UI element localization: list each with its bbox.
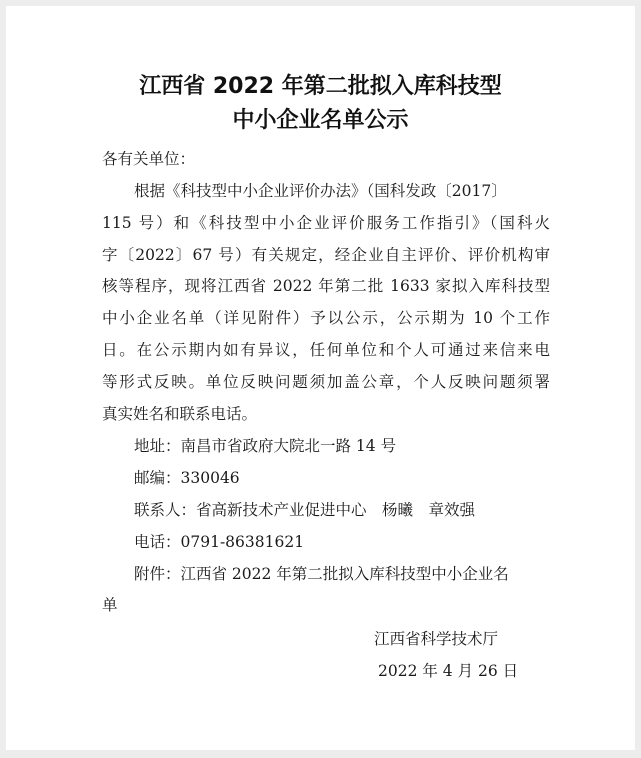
document-page (6, 6, 635, 750)
address-line: 地址：南昌市省政府大院北一路 14 号 (134, 437, 397, 455)
paragraph-line: 字〔2022〕67 号）有关规定，经企业自主评价、评价机构审 (102, 246, 550, 264)
paragraph-line: 日。在公示期内如有异议，任何单位和个人可通过来信来电 (102, 341, 550, 359)
attachment-line-continued: 单 (102, 596, 118, 614)
paragraph-line: 核等程序，现将江西省 2022 年第二批 1633 家拟入库科技型 (102, 277, 550, 295)
phone-line: 电话：0791-86381621 (134, 533, 305, 551)
contact-line: 联系人：省高新技术产业促进中心 杨曦 章效强 (134, 501, 476, 519)
salutation: 各有关单位： (102, 150, 196, 168)
paragraph-line: 115 号）和《科技型中小企业评价服务工作指引》（国科火 (102, 214, 550, 232)
paragraph-line: 中小企业名单（详见附件）予以公示，公示期为 10 个工作 (102, 309, 550, 327)
document-title-line-1: 江西省 2022 年第二批拟入库科技型 (139, 74, 502, 99)
attachment-line: 附件：江西省 2022 年第二批拟入库科技型中小企业名 (134, 565, 509, 583)
paragraph-line: 真实姓名和联系电话。 (102, 405, 258, 423)
signature-date: 2022 年 4 月 26 日 (378, 662, 519, 680)
paragraph-line: 等形式反映。单位反映问题须加盖公章，个人反映问题须署 (102, 373, 550, 391)
document-title-line-2: 中小企业名单公示 (232, 108, 409, 133)
postcode-line: 邮编：330046 (134, 469, 240, 487)
signature-organization: 江西省科学技术厅 (374, 630, 499, 648)
paragraph-line: 根据《科技型中小企业评价办法》（国科发政〔2017〕 (134, 182, 507, 200)
